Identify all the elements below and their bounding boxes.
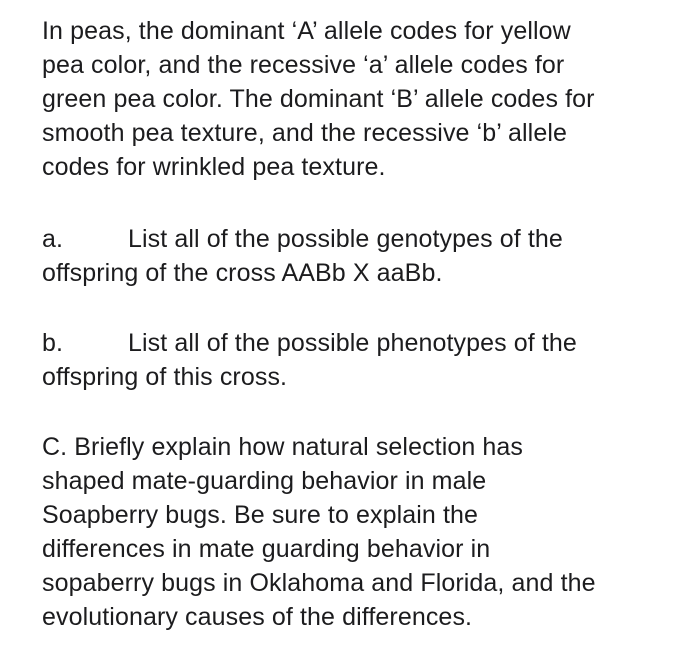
question-c-line: differences in mate guarding behavior in (42, 535, 491, 563)
question-b-first-line (42, 326, 682, 360)
intro-line: green pea color. The dominant ‘B’ allele codes for (42, 85, 595, 113)
intro-paragraph (42, 14, 682, 184)
question-c (42, 430, 682, 634)
question-a-text: List all of the possible genotypes of the (128, 225, 563, 253)
question-a (42, 222, 682, 290)
question-c-line: sopaberry bugs in Oklahoma and Florida, and the (42, 569, 596, 597)
intro-line: In peas, the dominant ‘A’ allele codes for yellow (42, 17, 571, 45)
intro-line: smooth pea texture, and the recessive ‘b’ allele (42, 119, 568, 147)
question-c-line: Soapberry bugs. Be sure to explain the (42, 501, 479, 529)
question-a-label: a. (42, 225, 64, 253)
question-a-first-line (42, 222, 682, 256)
question-c-line: evolutionary causes of the differences. (42, 603, 473, 631)
question-c-line: shaped mate-guarding behavior in male (42, 467, 487, 495)
question-b-line: offspring of this cross. (42, 363, 288, 391)
document-body (42, 14, 682, 634)
question-c-line: C. Briefly explain how natural selection has (42, 433, 524, 461)
question-b-text: List all of the possible phenotypes of the (128, 329, 577, 357)
question-b (42, 326, 682, 394)
question-a-line: offspring of the cross AABb X aaBb. (42, 259, 443, 287)
intro-line: codes for wrinkled pea texture. (42, 153, 386, 181)
question-b-label: b. (42, 329, 64, 357)
intro-line: pea color, and the recessive ‘a’ allele codes for (42, 51, 565, 79)
